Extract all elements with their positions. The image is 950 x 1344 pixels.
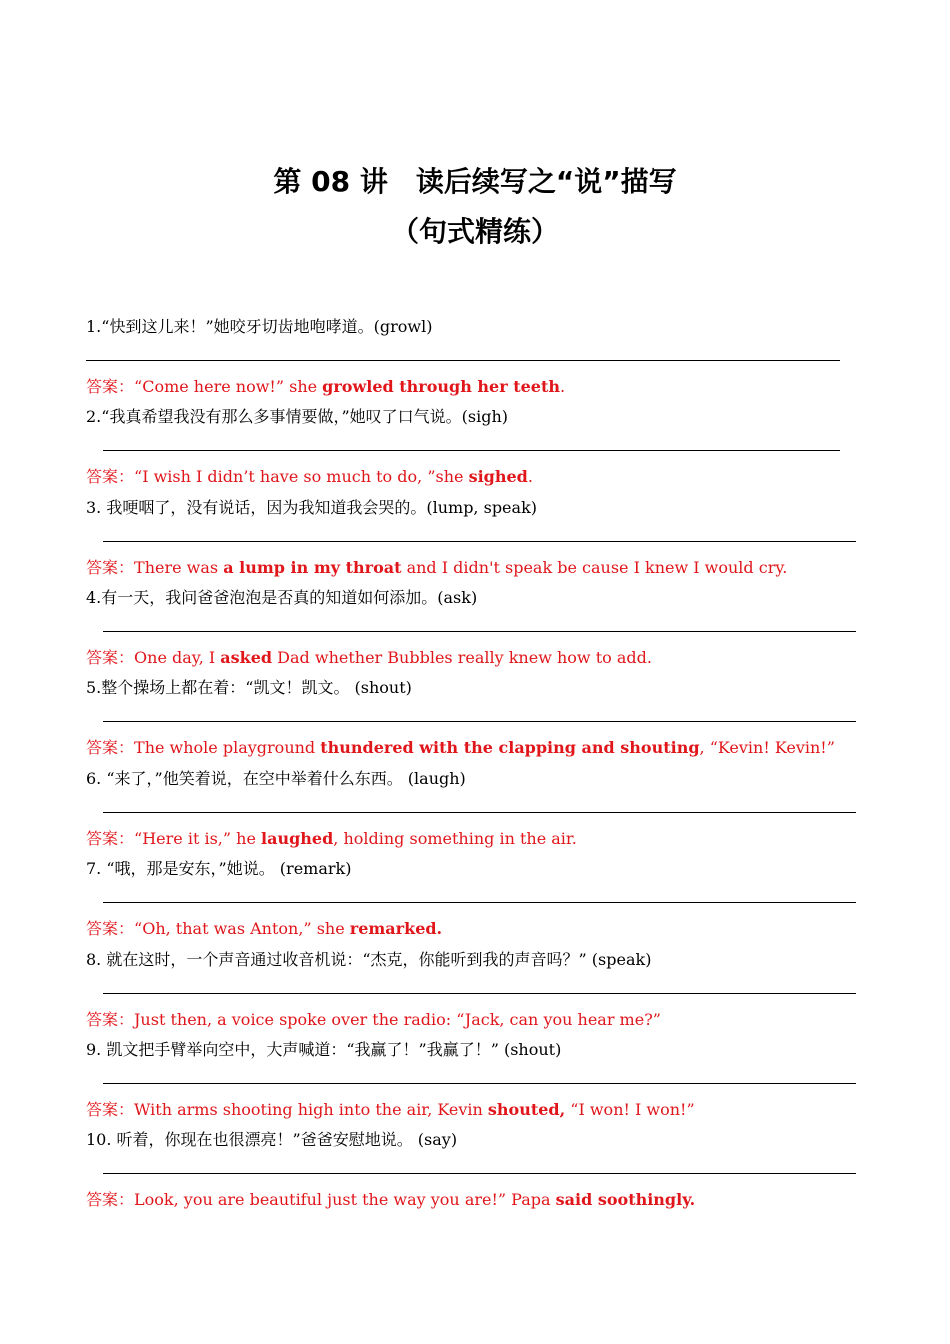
- answer-2: [86, 466, 533, 488]
- answer-text: There was: [134, 558, 224, 577]
- answer-blank-line: [103, 631, 856, 632]
- answer-10: [86, 1189, 695, 1211]
- answer-9: [86, 1099, 695, 1121]
- answer-label: 答案：: [86, 1190, 135, 1209]
- answer-keyword: sighed: [468, 467, 528, 486]
- answer-text: With arms shooting high into the air, Kevin: [134, 1100, 488, 1119]
- page-subtitle: （句式精练）: [390, 215, 559, 248]
- answer-text: Just then, a voice spoke over the radio: “Jack, can you hear me?”: [134, 1010, 661, 1029]
- answer-keyword: a lump in my throat: [223, 558, 402, 577]
- answer-label: 答案：: [86, 1010, 135, 1029]
- answer-text: “I won! I won!”: [565, 1100, 695, 1119]
- answer-text: “Come here now!” she: [134, 377, 323, 396]
- answer-6: [86, 828, 577, 850]
- page-title: 第 08 讲 读后续写之“说”描写: [273, 165, 677, 198]
- answer-3: [86, 557, 787, 579]
- answer-keyword: growled through her teeth: [322, 377, 560, 396]
- answer-text: The whole playground: [134, 738, 321, 757]
- answer-blank-line: [103, 993, 856, 994]
- answer-label: 答案：: [86, 919, 135, 938]
- answer-blank-line: [86, 360, 840, 361]
- answer-blank-line: [103, 902, 856, 903]
- question-10: 10. 听着，你现在也很漂亮！”爸爸安慰地说。 (say): [86, 1130, 458, 1149]
- question-4: 4.有一天，我问爸爸泡泡是否真的知道如何添加。(ask): [86, 588, 478, 607]
- answer-text: , “Kevin! Kevin!”: [699, 738, 835, 757]
- answer-text: , holding something in the air.: [333, 829, 577, 848]
- answer-keyword: thundered with the clapping and shouting: [320, 738, 700, 757]
- question-6: 6. “来了，”他笑着说，在空中举着什么东西。 (laugh): [86, 769, 466, 788]
- answer-5: [86, 737, 835, 759]
- answer-4: [86, 647, 652, 669]
- answer-blank-line: [103, 450, 840, 451]
- answer-blank-line: [103, 1083, 856, 1084]
- answer-keyword: remarked.: [349, 919, 443, 938]
- question-8: 8. 就在这时，一个声音通过收音机说：“杰克，你能听到我的声音吗？” (speak): [86, 950, 652, 969]
- answer-text: Dad whether Bubbles really knew how to add.: [272, 648, 652, 667]
- answer-label: 答案：: [86, 1100, 135, 1119]
- question-9: 9. 凯文把手臂举向空中，大声喊道：“我赢了！”我赢了！” (shout): [86, 1040, 562, 1059]
- answer-1: [86, 376, 565, 398]
- answer-label: 答案：: [86, 829, 135, 848]
- question-7: 7. “哦，那是安东，”她说。 (remark): [86, 859, 352, 878]
- answer-text: One day, I: [134, 648, 221, 667]
- answer-text: .: [559, 377, 566, 396]
- answer-label: 答案：: [86, 467, 135, 486]
- answer-text: “I wish I didn’t have so much to do, ”she: [134, 467, 469, 486]
- answer-label: 答案：: [86, 558, 135, 577]
- answer-8: [86, 1009, 661, 1031]
- answer-keyword: said soothingly.: [555, 1190, 696, 1209]
- answer-label: 答案：: [86, 738, 135, 757]
- answer-keyword: shouted,: [487, 1100, 566, 1119]
- answer-text: .: [527, 467, 533, 486]
- answer-blank-line: [103, 721, 856, 722]
- answer-text: “Oh, that was Anton,” she: [134, 919, 350, 938]
- answer-label: 答案：: [86, 648, 135, 667]
- answer-text: Look, you are beautiful just the way you are!” Papa: [134, 1190, 556, 1209]
- answer-text: and I didn't speak be cause I knew I would cry.: [401, 558, 788, 577]
- question-2: 2.“我真希望我没有那么多事情要做，”她叹了口气说。(sigh): [86, 407, 508, 426]
- answer-blank-line: [103, 541, 856, 542]
- answer-label: 答案：: [86, 377, 135, 396]
- question-3: 3. 我哽咽了，没有说话，因为我知道我会哭的。(lump, speak): [86, 498, 538, 517]
- answer-keyword: asked: [220, 648, 273, 667]
- answer-blank-line: [103, 1173, 856, 1174]
- answer-keyword: laughed: [261, 829, 334, 848]
- answer-text: “Here it is,” he: [134, 829, 261, 848]
- answer-blank-line: [103, 812, 856, 813]
- question-5: 5.整个操场上都在着：“凯文！凯文。 (shout): [86, 678, 412, 697]
- question-1: 1.“快到这儿来！”她咬牙切齿地咆哮道。(growl): [86, 317, 433, 336]
- answer-7: [86, 918, 442, 940]
